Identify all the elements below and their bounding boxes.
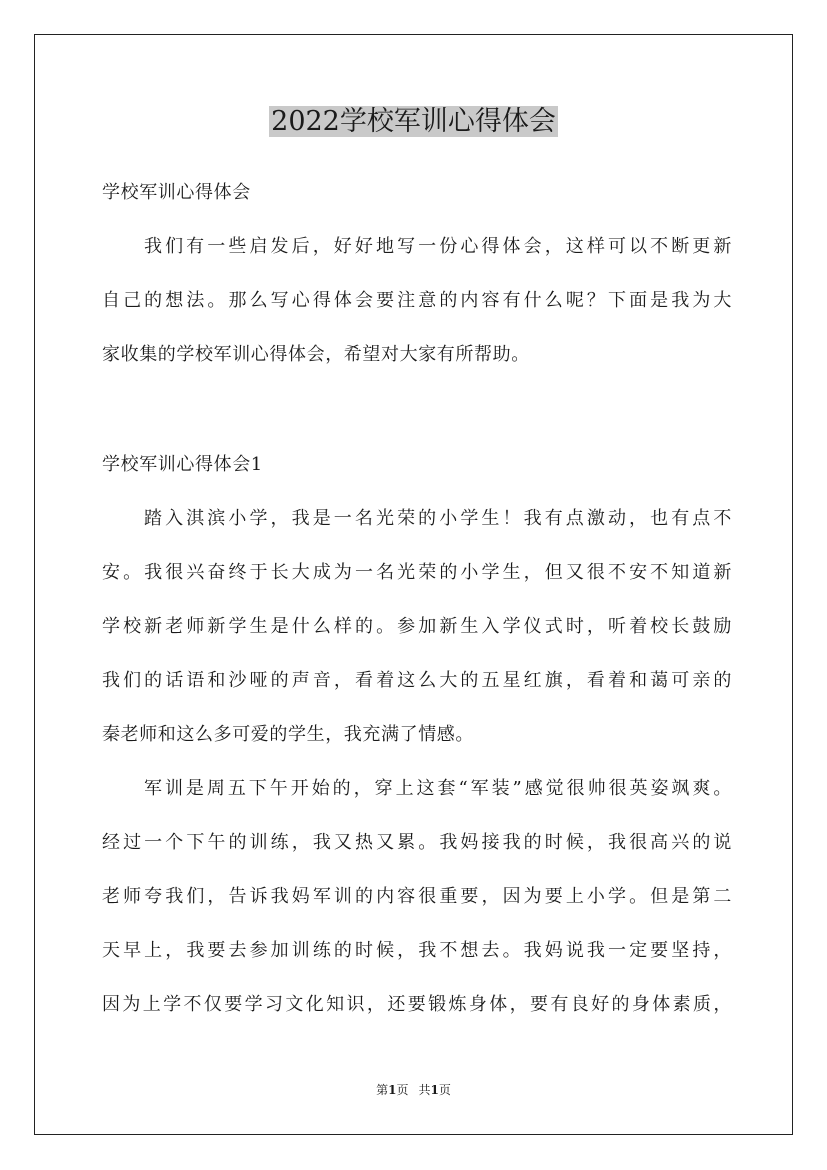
intro-line-2: 自己的想法。那么写心得体会要注意的内容有什么呢？下面是我为大 <box>102 290 732 311</box>
para1-line-4: 我们的话语和沙哑的声音，看着这么大的五星红旗，看着和蔼可亲的 <box>102 670 732 691</box>
document-title-text: 2022学校军训心得体会 <box>271 106 556 137</box>
total-prefix: 共 <box>418 1083 431 1097</box>
intro-line-1: 我们有一些启发后，好好地写一份心得体会，这样可以不断更新 <box>144 236 732 257</box>
page-footer <box>0 1081 827 1099</box>
para2-line-3: 老师夸我们，告诉我妈军训的内容很重要，因为要上小学。但是第二 <box>102 886 732 907</box>
document-subtitle: 学校军训心得体会 <box>102 182 251 203</box>
page-number: 1 <box>388 1083 397 1097</box>
para1-line-2: 安。我很兴奋终于长大成为一名光荣的小学生，但又很不安不知道新 <box>102 562 732 583</box>
total-pages: 1 <box>430 1083 439 1097</box>
para1-line-3: 学校新老师新学生是什么样的。参加新生入学仪式时，听着校长鼓励 <box>102 616 732 637</box>
page-prefix: 第 <box>376 1083 389 1097</box>
para2-line-1: 军训是周五下午开始的，穿上这套“军装”感觉很帅很英姿飒爽。 <box>144 778 732 799</box>
page-suffix: 页 <box>396 1083 409 1097</box>
total-suffix: 页 <box>438 1083 451 1097</box>
section-heading: 学校军训心得体会1 <box>102 454 263 475</box>
para1-line-5: 秦老师和这么多可爱的学生，我充满了情感。 <box>102 724 474 745</box>
para2-line-5: 因为上学不仅要学习文化知识，还要锻炼身体，要有良好的身体素质， <box>102 994 732 1015</box>
para2-line-2: 经过一个下午的训练，我又热又累。我妈接我的时候，我很高兴的说 <box>102 832 732 853</box>
intro-line-3: 家收集的学校军训心得体会，希望对大家有所帮助。 <box>102 344 530 365</box>
para1-line-1: 踏入淇滨小学，我是一名光荣的小学生！我有点激动，也有点不 <box>144 508 732 529</box>
document-title <box>0 100 827 144</box>
para2-line-4: 天早上，我要去参加训练的时候，我不想去。我妈说我一定要坚持， <box>102 940 732 961</box>
